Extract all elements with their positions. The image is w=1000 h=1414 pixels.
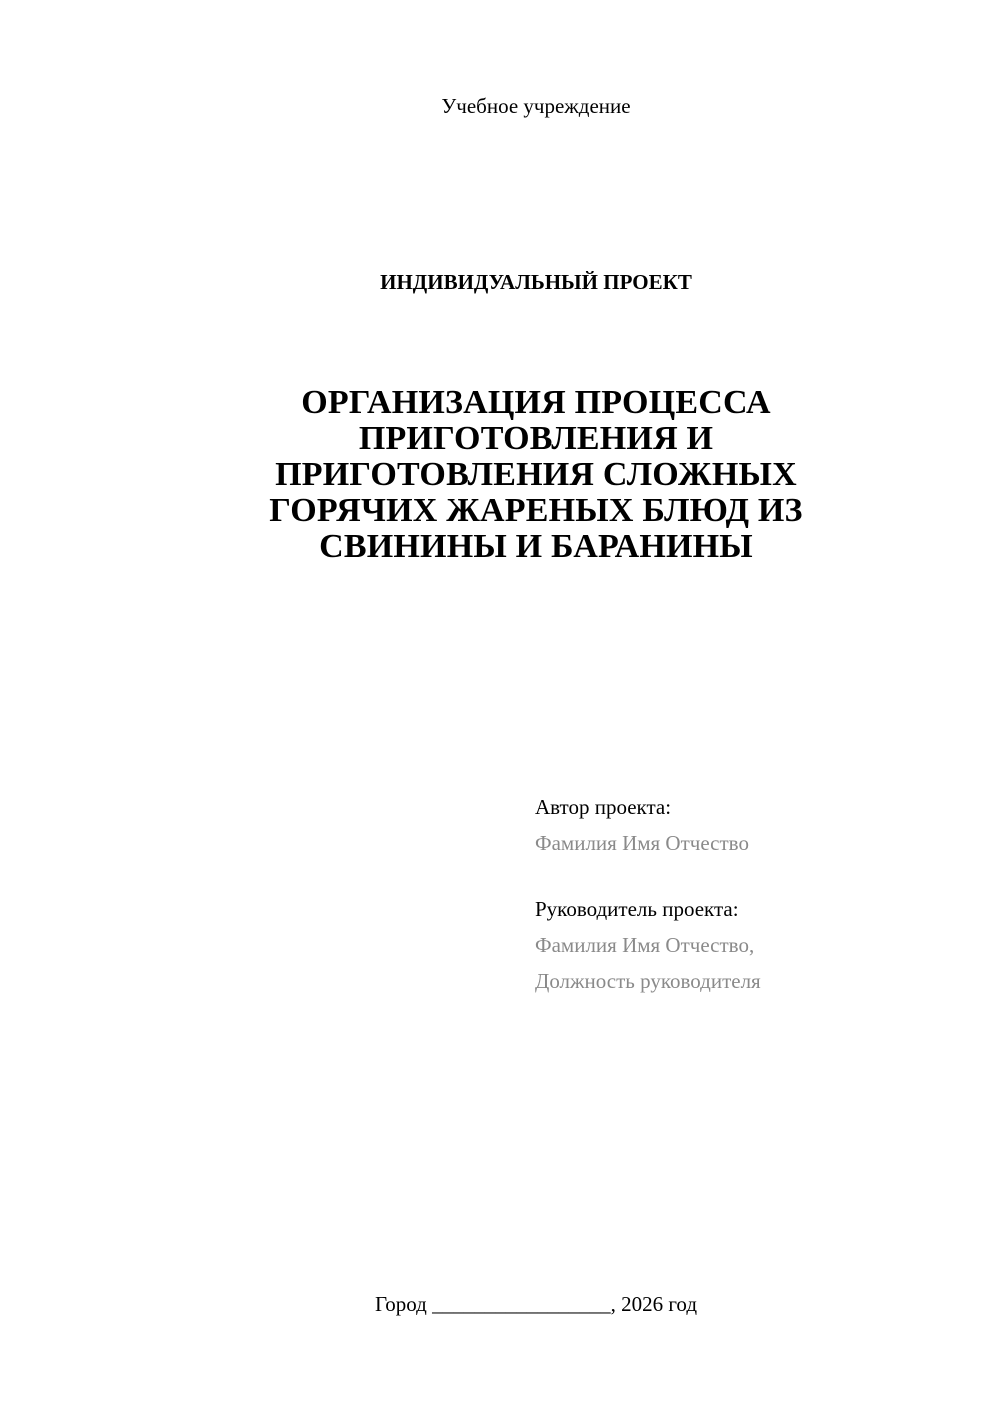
project-title-line: ОРГАНИЗАЦИЯ ПРОЦЕССА [301, 384, 771, 421]
supervisor-name: Фамилия Имя Отчество, [535, 933, 755, 957]
project-title-line: СВИНИНЫ И БАРАНИНЫ [319, 528, 753, 565]
city-year-footer: Город _________________, 2026 год [374, 1292, 698, 1316]
project-title-line: ГОРЯЧИХ ЖАРЕНЫХ БЛЮД ИЗ [269, 492, 803, 529]
project-title [150, 385, 922, 565]
institution-name: Учебное учреждение [441, 94, 631, 118]
author-label: Автор проекта: [535, 795, 672, 819]
info-spacer [535, 861, 955, 891]
project-info-block [535, 789, 955, 999]
author-name: Фамилия Имя Отчество [535, 831, 749, 855]
project-type-heading: ИНДИВИДУАЛЬНЫЙ ПРОЕКТ [380, 270, 692, 294]
project-title-line: ПРИГОТОВЛЕНИЯ И [358, 420, 714, 457]
supervisor-label: Руководитель проекта: [535, 897, 739, 921]
project-title-line: ПРИГОТОВЛЕНИЯ СЛОЖНЫХ [275, 456, 797, 493]
supervisor-position: Должность руководителя [535, 969, 761, 993]
